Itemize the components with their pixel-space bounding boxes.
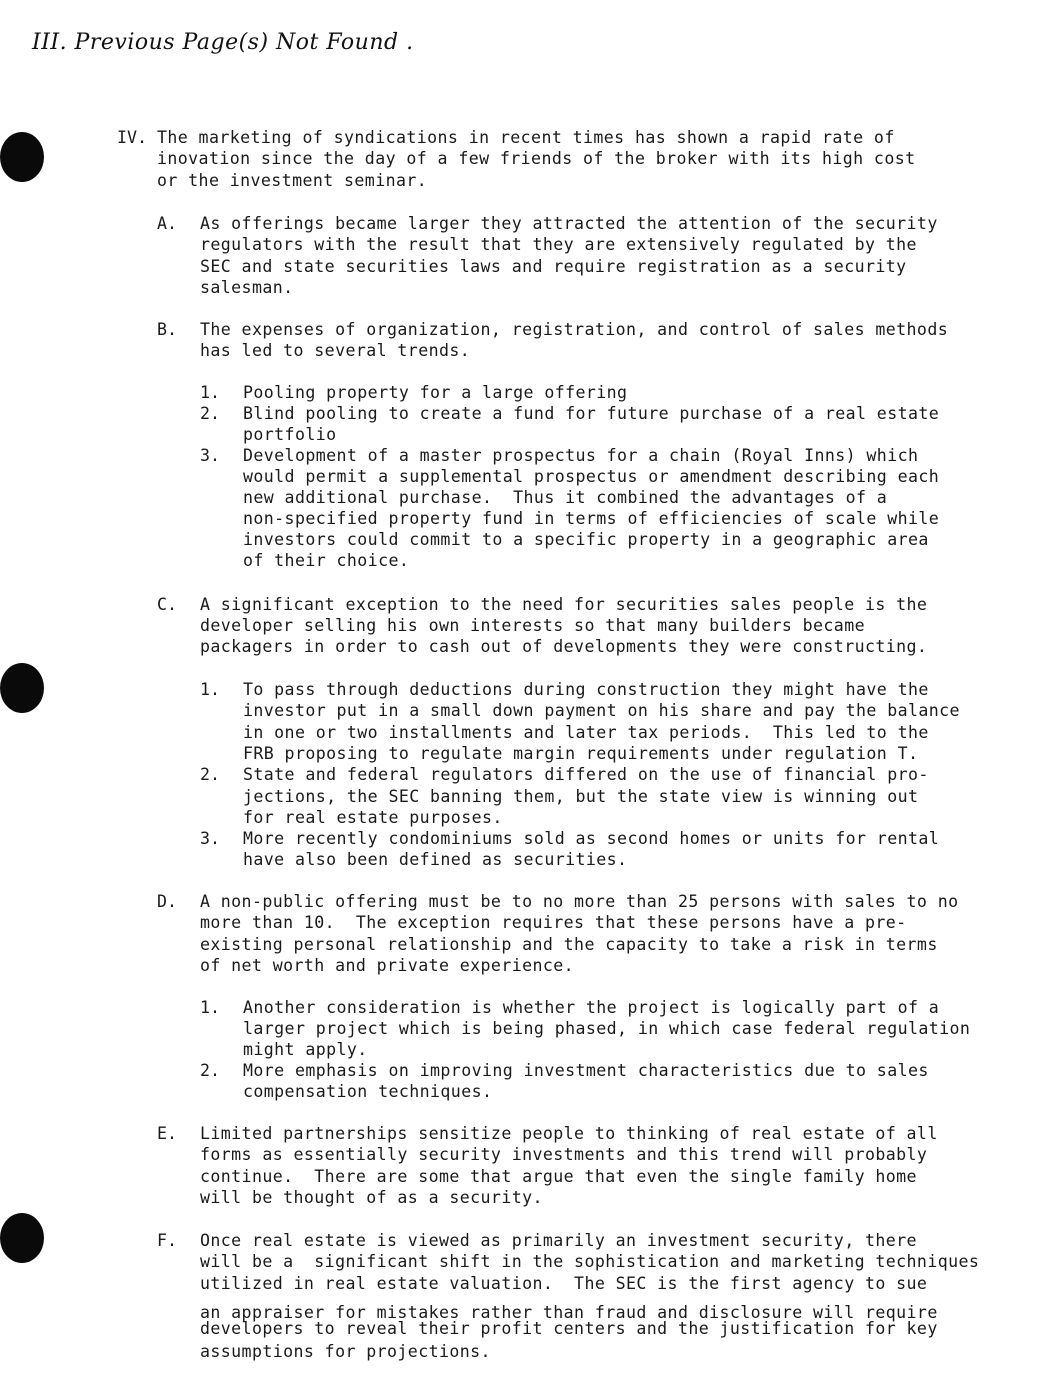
paragraph-line: utilized in real estate valuation. The SEC is the first agency to sue: [200, 1274, 928, 1293]
subitem-line: State and federal regulators differed on the use of financial pro-: [243, 765, 929, 784]
subitem-marker: 2.: [200, 404, 220, 423]
paragraph-line: A non-public offering must be to no more than 25 persons with sales to no: [200, 892, 959, 911]
paragraph-line: existing personal relationship and the capacity to take a risk in terms: [200, 935, 938, 954]
paragraph-line: As offerings became larger they attracted the attention of the security: [200, 214, 938, 233]
paragraph-line: Limited partnerships sensitize people to thinking of real estate of all: [200, 1124, 938, 1143]
binder-hole-top: [0, 132, 44, 182]
subitem-line: Another consideration is whether the project is logically part of a: [243, 998, 940, 1017]
subitem-line: FRB proposing to regulate margin requirements under regulation T.: [243, 744, 919, 763]
paragraph-line: assumptions for projections.: [200, 1342, 491, 1361]
paragraph-line: regulators with the result that they are extensively regulated by the: [200, 235, 917, 254]
subitem-marker: 1.: [200, 383, 220, 402]
item-marker: A.: [157, 214, 177, 233]
subitem-line: More emphasis on improving investment characteristics due to sales: [243, 1061, 929, 1080]
subitem-line: would permit a supplemental prospectus or amendment describing each: [243, 467, 940, 486]
subitem-line: larger project which is being phased, in which case federal regulation: [243, 1019, 971, 1038]
paragraph-line: Once real estate is viewed as primarily an investment security, there: [200, 1231, 917, 1250]
subitem-line: portfolio: [243, 425, 337, 444]
paragraph-line: The expenses of organization, registration, and control of sales methods: [200, 320, 949, 339]
section-marker: IV.: [117, 128, 147, 147]
subitem-line: new additional purchase. Thus it combined the advantages of a: [243, 488, 888, 507]
subitem-line: non-specified property fund in terms of efficiencies of scale while: [243, 509, 940, 528]
item-marker: D.: [157, 892, 177, 911]
subitem-line: investors could commit to a specific property in a geographic area: [243, 530, 929, 549]
subitem-line: Blind pooling to create a fund for future purchase of a real estate: [243, 404, 940, 423]
binder-hole-middle: [0, 663, 44, 713]
subitem-line: Pooling property for a large offering: [243, 383, 628, 402]
subitem-line: To pass through deductions during construction they might have the: [243, 680, 929, 699]
subitem-line: of their choice.: [243, 551, 410, 570]
subitem-line: More recently condominiums sold as second homes or units for rental: [243, 829, 940, 848]
paragraph-line: inovation since the day of a few friends of the broker with its high cost: [157, 149, 916, 168]
item-marker: B.: [157, 320, 177, 339]
subitem-line: compensation techniques.: [243, 1082, 493, 1101]
subitem-line: have also been defined as securities.: [243, 850, 628, 869]
paragraph-line: will be a significant shift in the sophistication and marketing techniques: [200, 1252, 980, 1271]
paragraph-line: has led to several trends.: [200, 341, 471, 360]
subitem-line: investor put in a small down payment on his share and pay the balance: [243, 701, 960, 720]
item-marker: E.: [157, 1124, 177, 1143]
binder-hole-bottom: [0, 1213, 44, 1263]
paragraph-line: an appraiser for mistakes rather than fraud and disclosure will require: [200, 1303, 938, 1322]
paragraph-line: A significant exception to the need for securities sales people is the: [200, 595, 928, 614]
subitem-line: for real estate purposes.: [243, 808, 503, 827]
paragraph-line: of net worth and private experience.: [200, 956, 575, 975]
subitem-marker: 1.: [200, 998, 220, 1017]
subitem-line: might apply.: [243, 1040, 368, 1059]
subitem-marker: 2.: [200, 1061, 220, 1080]
handwritten-header-note: III. Previous Page(s) Not Found .: [32, 30, 414, 55]
paragraph-line: more than 10. The exception requires that these persons have a pre-: [200, 913, 907, 932]
paragraph-line: developers to reveal their profit centers and the justification for key: [200, 1319, 938, 1338]
paragraph-line: The marketing of syndications in recent times has shown a rapid rate of: [157, 128, 895, 147]
subitem-marker: 1.: [200, 680, 220, 699]
paragraph-line: SEC and state securities laws and require registration as a security: [200, 257, 907, 276]
subitem-line: jections, the SEC banning them, but the state view is winning out: [243, 787, 919, 806]
item-marker: C.: [157, 595, 177, 614]
subitem-marker: 3.: [200, 829, 220, 848]
subitem-marker: 3.: [200, 446, 220, 465]
paragraph-line: developer selling his own interests so that many builders became: [200, 616, 865, 635]
subitem-marker: 2.: [200, 765, 220, 784]
subitem-line: Development of a master prospectus for a chain (Royal Inns) which: [243, 446, 919, 465]
paragraph-line: forms as essentially security investments and this trend will probably: [200, 1145, 928, 1164]
paragraph-line: packagers in order to cash out of developments they were constructing.: [200, 637, 928, 656]
subitem-line: in one or two installments and later tax periods. This led to the: [243, 723, 929, 742]
paragraph-line: will be thought of as a security.: [200, 1188, 543, 1207]
paragraph-line: continue. There are some that argue that even the single family home: [200, 1167, 917, 1186]
paragraph-line: or the investment seminar.: [157, 171, 428, 190]
item-marker: F.: [157, 1231, 177, 1250]
paragraph-line: salesman.: [200, 278, 294, 297]
